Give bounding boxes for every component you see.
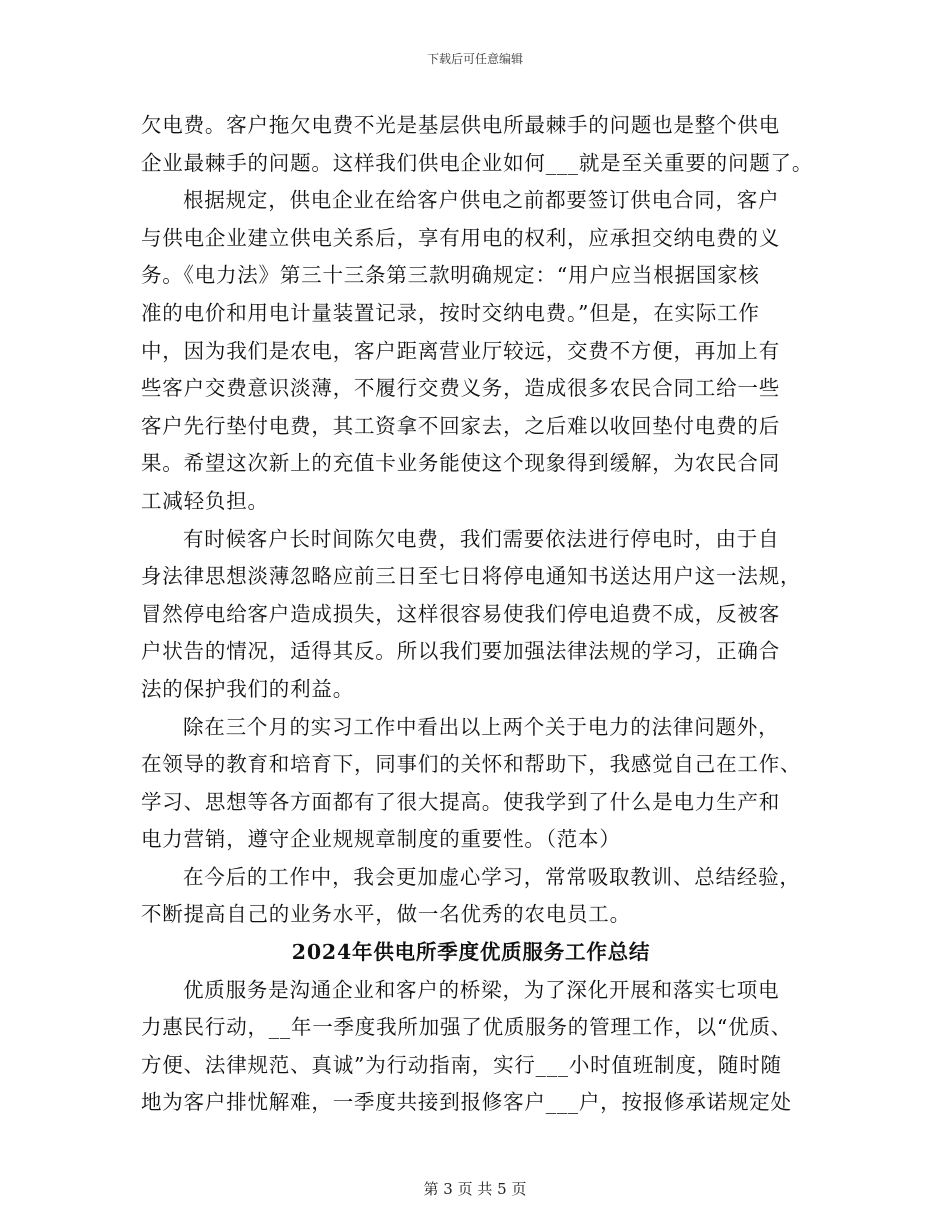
page-footer: 第 3 页 共 5 页 [423,1180,527,1198]
text-line: 户状告的情况，适得其反。所以我们要加强法律法规的学习，正确合 [141,639,780,664]
text-line: 客户先行垫付电费，其工资拿不回家去，之后难以收回垫付电费的后 [141,413,780,438]
paragraph-start: 优质服务是沟通企业和客户的桥梁，为了深化开展和落实七项电 [183,977,780,1002]
paragraph-start: 有时候客户长时间陈欠电费，我们需要依法进行停电时，由于自 [183,526,780,551]
text-line: 身法律思想淡薄忽略应前三日至七日将停电通知书送达用户这一法规， [141,564,802,589]
page-header: 下载后可任意编辑 [426,52,523,66]
text-line: 在领导的教育和培育下，同事们的关怀和帮助下，我感觉自己在工作、 [141,752,802,777]
paragraph-start: 在今后的工作中，我会更加虚心学习，常常吸取教训、总结经验， [183,864,801,889]
text-line: 中，因为我们是农电，客户距离营业厅较远，交费不方便，再加上有 [141,338,780,363]
text-line: 冒然停电给客户造成损失，这样很容易使我们停电追费不成，反被客 [141,601,780,626]
text-line: 学习、思想等各方面都有了很大提高。使我学到了什么是电力生产和 [141,789,780,814]
text-line: 法的保护我们的利益。 [141,676,354,701]
text-line: 准的电价和用电计量装置记录，按时交纳电费。”但是，在实际工作 [141,300,760,325]
text-line: 地为客户排忧解难，一季度共接到报修客户___户，按报修承诺规定处 [141,1090,792,1115]
paragraph-start: 除在三个月的实习工作中看出以上两个关于电力的法律问题外， [183,714,780,739]
text-line: 力惠民行动，__年一季度我所加强了优质服务的管理工作，以“优质、 [141,1015,793,1040]
text-line: 与供电企业建立供电关系后，享有用电的权利，应承担交纳电费的义 [141,225,780,250]
text-line: 电力营销，遵守企业规规章制度的重要性。（范本） [141,827,621,852]
text-line: 企业最棘手的问题。这样我们供电企业如何___就是至关重要的问题了。 [141,150,814,175]
text-line: 不断提高自己的业务水平，做一名优秀的农电员工。 [141,902,631,927]
body-text [141,107,821,1122]
text-line: 工减轻负担。 [141,488,269,513]
text-line: 些客户交费意识淡薄，不履行交费义务，造成很多农民合同工给一些 [141,376,780,401]
text-line: 方便、法律规范、真诚”为行动指南，实行___小时值班制度，随时随 [141,1052,782,1077]
text-line: 欠电费。客户拖欠电费不光是基层供电所最棘手的问题也是整个供电 [141,113,780,137]
paragraph-start: 根据规定，供电企业在给客户供电之前都要签订供电合同，客户 [183,188,780,213]
text-line: 果。希望这次新上的充值卡业务能使这个现象得到缓解，为农民合同 [141,451,780,476]
text-line: 务。《电力法》第三十三条第三款明确规定：“用户应当根据国家核 [141,263,760,288]
section-title: 2024年供电所季度优质服务工作总结 [291,940,651,965]
